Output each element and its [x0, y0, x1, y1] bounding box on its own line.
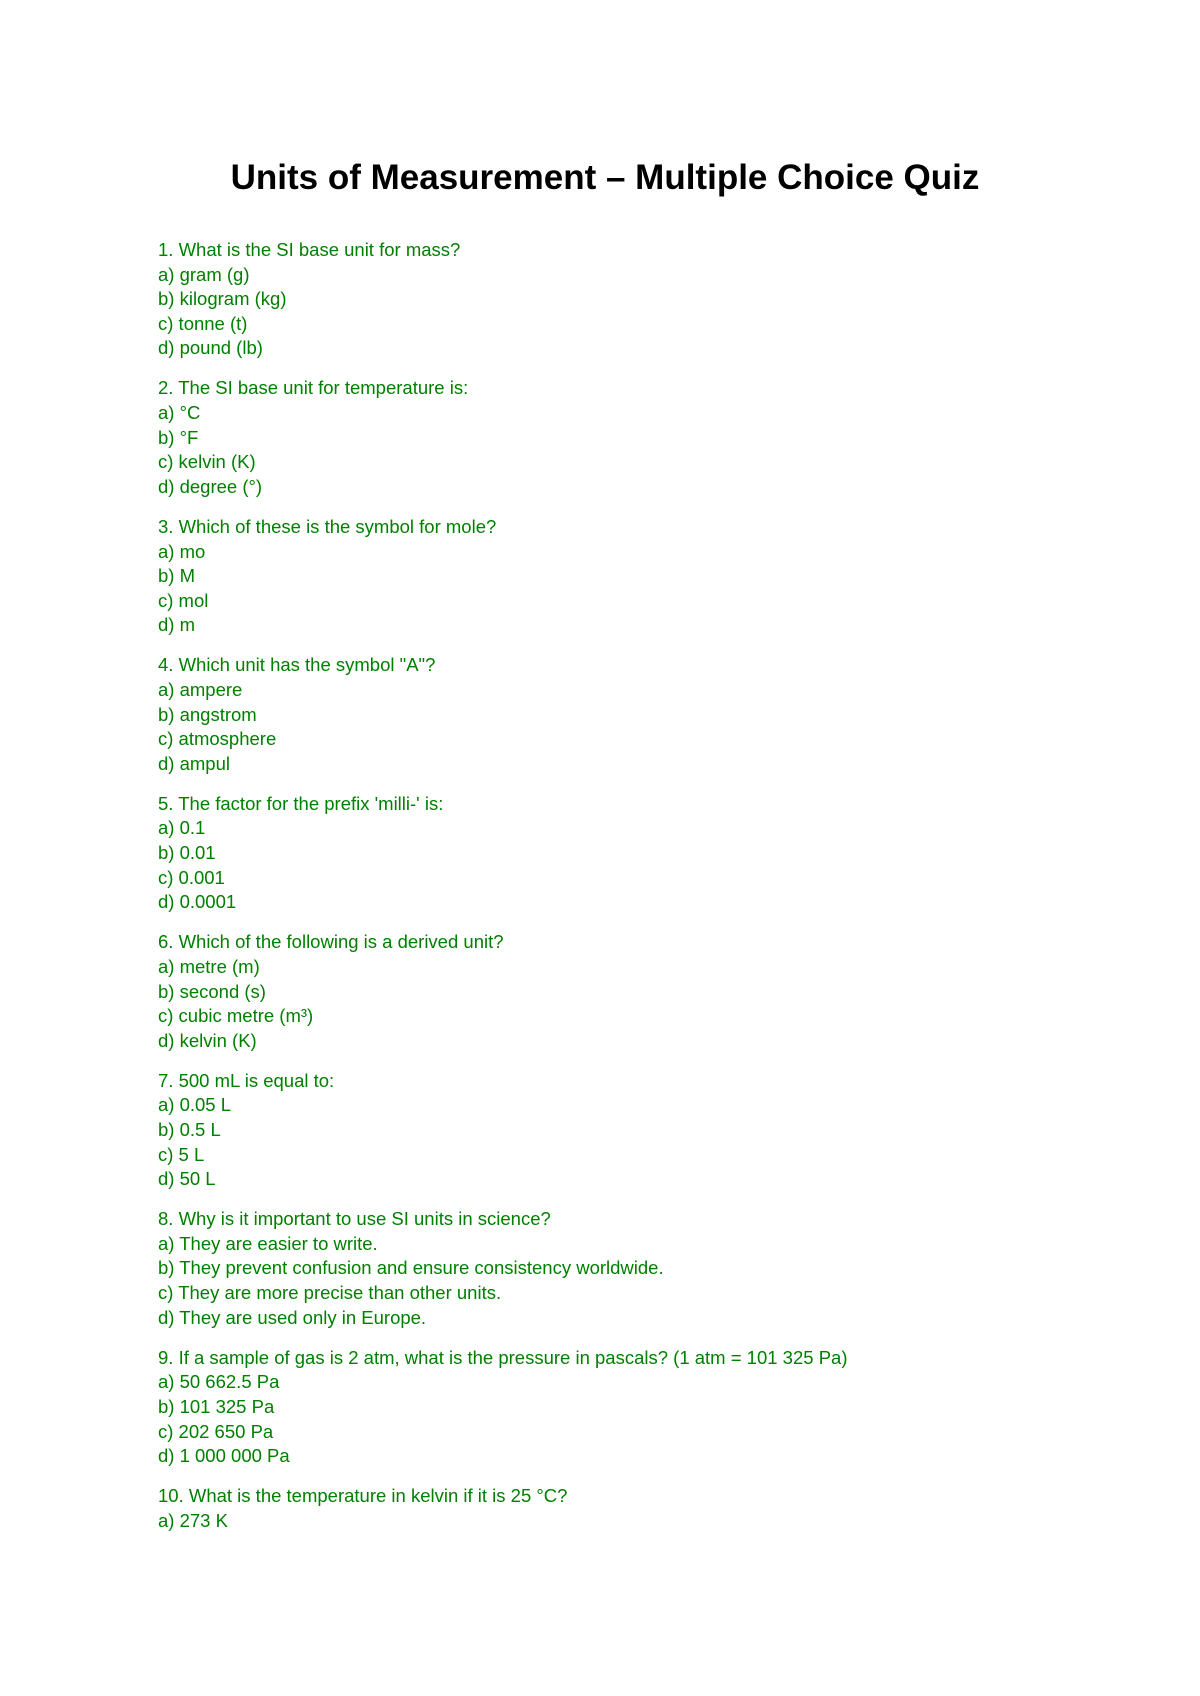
answer-option: a) metre (m) — [158, 955, 260, 977]
question-text: 3. Which of these is the symbol for mole? — [158, 515, 497, 537]
answer-option: b) 0.01 — [158, 842, 216, 864]
answer-option: c) tonne (t) — [158, 312, 248, 334]
answer-option: b) second (s) — [158, 980, 266, 1002]
question-block — [158, 376, 1138, 499]
answer-option: b) They prevent confusion and ensure consistency worldwide. — [158, 1257, 664, 1279]
question-block — [158, 1207, 1138, 1330]
answer-option: d) m — [158, 614, 195, 636]
answer-option: a) 0.1 — [158, 817, 206, 839]
answer-option: c) 0.001 — [158, 866, 225, 888]
answer-option: c) 5 L — [158, 1143, 205, 1165]
answer-option: c) cubic metre (m³) — [158, 1005, 314, 1027]
question-text: 5. The factor for the prefix 'milli-' is: — [158, 792, 444, 814]
answer-option: b) angstrom — [158, 703, 257, 725]
answer-option: a) gram (g) — [158, 263, 250, 285]
question-text: 4. Which unit has the symbol "A"? — [158, 654, 436, 676]
answer-option: d) pound (lb) — [158, 337, 263, 359]
question-text: 7. 500 mL is equal to: — [158, 1069, 335, 1091]
question-text: 9. If a sample of gas is 2 atm, what is the pressure in pascals? (1 atm = 101 325 Pa) — [158, 1346, 848, 1368]
question-block — [158, 1484, 1138, 1533]
answer-option: b) 0.5 L — [158, 1119, 221, 1140]
answer-option: d) degree (°) — [158, 475, 263, 497]
answer-option: a) They are easier to write. — [158, 1232, 378, 1254]
answer-option: d) kelvin (K) — [158, 1029, 257, 1051]
question-block — [158, 1069, 1138, 1192]
question-text: 6. Which of the following is a derived unit? — [158, 931, 504, 953]
answer-option: d) 50 L — [158, 1168, 216, 1190]
answer-option: a) °C — [158, 402, 201, 424]
question-text: 2. The SI base unit for temperature is: — [158, 377, 469, 399]
answer-option: a) ampere — [158, 679, 243, 700]
answer-option: b) M — [158, 565, 195, 587]
answer-option: d) ampul — [158, 752, 230, 774]
page-title: Units of Measurement – Multiple Choice Quiz — [230, 158, 980, 197]
answer-option: a) 273 K — [158, 1509, 228, 1531]
question-block — [158, 1346, 1138, 1469]
answer-option: c) kelvin (K) — [158, 451, 256, 473]
answer-option: a) 0.05 L — [158, 1094, 232, 1116]
question-block — [158, 792, 1138, 915]
question-block — [158, 930, 1138, 1053]
answer-option: a) 50 662.5 Pa — [158, 1371, 280, 1393]
answer-option: d) 0.0001 — [158, 891, 237, 913]
answer-option: b) 101 325 Pa — [158, 1395, 275, 1417]
answer-option: b) kilogram (kg) — [158, 288, 287, 310]
answer-option: c) 202 650 Pa — [158, 1420, 274, 1442]
question-block — [158, 515, 1138, 638]
question-text: 10. What is the temperature in kelvin if it is 25 °C? — [158, 1485, 568, 1507]
answer-option: c) They are more precise than other units. — [158, 1282, 502, 1304]
question-text: 8. Why is it important to use SI units in science? — [158, 1208, 551, 1230]
answer-option: a) mo — [158, 540, 206, 562]
answer-option: d) 1 000 000 Pa — [158, 1445, 290, 1467]
question-block — [158, 653, 1138, 776]
question-text: 1. What is the SI base unit for mass? — [158, 239, 461, 260]
question-block — [158, 238, 1138, 361]
answer-option: c) mol — [158, 589, 209, 611]
question-list — [158, 238, 1138, 1549]
answer-option: b) °F — [158, 426, 199, 448]
answer-option: c) atmosphere — [158, 728, 277, 750]
answer-option: d) They are used only in Europe. — [158, 1306, 427, 1328]
